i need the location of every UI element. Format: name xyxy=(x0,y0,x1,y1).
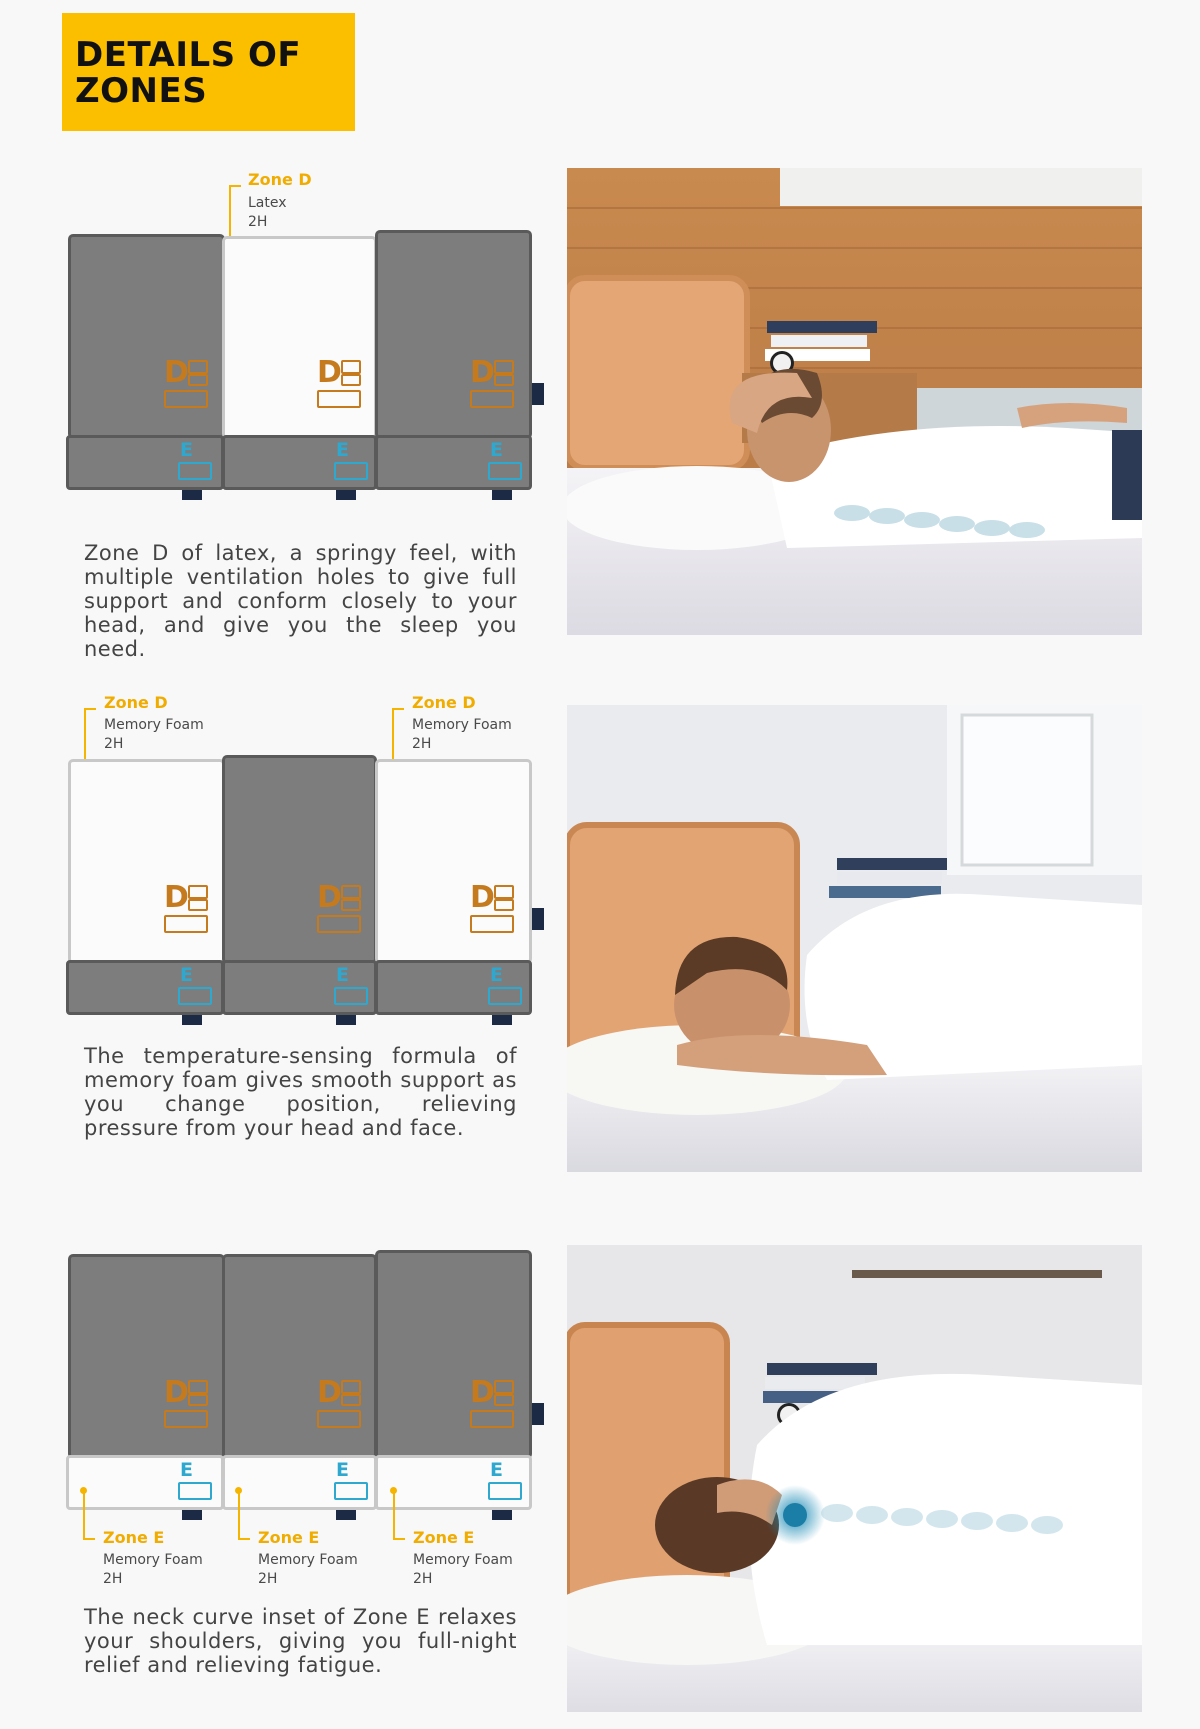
callout-zone-name: Zone E xyxy=(258,1528,320,1547)
pillow-tag xyxy=(532,1403,544,1425)
zone-d-label xyxy=(317,880,365,947)
zone-e-letter: E xyxy=(180,439,193,461)
zone-d-label xyxy=(164,1375,212,1442)
zone-description: The temperature-sensing formula of memory foam gives smooth support as you change position, relieving pressure from your head and face. xyxy=(84,1044,517,1140)
zone-d-letter: D xyxy=(317,355,342,390)
pillow-tag xyxy=(492,1510,512,1520)
callout-material: Memory Foam xyxy=(258,1552,358,1568)
callout-firmness: 2H xyxy=(412,736,432,752)
pillow-tag xyxy=(182,1510,202,1520)
zone-e-letter: E xyxy=(336,439,349,461)
pillow-tag xyxy=(336,490,356,500)
pillow-tag xyxy=(492,490,512,500)
zone-e-label xyxy=(488,1460,522,1502)
sleeping-photo-side xyxy=(567,1245,1142,1712)
zone-e-label xyxy=(488,965,522,1007)
pillow-tag xyxy=(532,383,544,405)
sleeping-photo-back xyxy=(567,168,1142,635)
callout-zone-name: Zone D xyxy=(412,693,476,712)
callout-firmness: 2H xyxy=(248,214,268,230)
zone-d-letter: D xyxy=(470,355,495,390)
zone-e-label xyxy=(334,440,368,482)
callout-firmness: 2H xyxy=(258,1571,278,1587)
zone-description: The neck curve inset of Zone E relaxes your shoulders, giving you full-night relief and relieving fatigue. xyxy=(84,1605,517,1677)
zone-e-label xyxy=(178,440,212,482)
zone-d-letter: D xyxy=(317,1375,342,1410)
page-title: DETAILS OF ZONES xyxy=(75,35,302,111)
callout-material: Latex xyxy=(248,195,287,211)
zone-description: Zone D of latex, a springy feel, with multiple ventilation holes to give full support and conform closely to your head, and give you the sleep you need. xyxy=(84,541,517,661)
zone-d-letter: D xyxy=(164,880,189,915)
callout-material: Memory Foam xyxy=(104,717,204,733)
zone-d-letter: D xyxy=(470,880,495,915)
zone-d-label xyxy=(164,355,212,422)
callout-firmness: 2H xyxy=(413,1571,433,1587)
zone-e-letter: E xyxy=(180,1459,193,1481)
zone-e-label xyxy=(488,440,522,482)
zone-section-2 xyxy=(0,640,1200,1180)
zone-d-label xyxy=(164,880,212,947)
zone-e-label xyxy=(334,965,368,1007)
callout-firmness: 2H xyxy=(103,1571,123,1587)
callout-zone-name: Zone D xyxy=(248,170,312,189)
zone-e-label xyxy=(178,965,212,1007)
zone-d-label xyxy=(470,1375,518,1442)
zone-e-letter: E xyxy=(490,439,503,461)
zone-d-letter: D xyxy=(164,355,189,390)
zone-d-letter: D xyxy=(164,1375,189,1410)
pillow-tag xyxy=(492,1015,512,1025)
zone-e-label xyxy=(178,1460,212,1502)
callout-connector xyxy=(393,1491,395,1539)
zone-e-letter: E xyxy=(490,964,503,986)
pillow-tag xyxy=(336,1510,356,1520)
zone-e-letter: E xyxy=(490,1459,503,1481)
zone-d-letter: D xyxy=(470,1375,495,1410)
zone-e-letter: E xyxy=(180,964,193,986)
callout-firmness: 2H xyxy=(104,736,124,752)
zone-d-label xyxy=(470,880,518,947)
pillow-tag xyxy=(182,490,202,500)
zone-e-letter: E xyxy=(336,1459,349,1481)
callout-connector xyxy=(83,1538,95,1540)
callout-material: Memory Foam xyxy=(103,1552,203,1568)
zone-section-1 xyxy=(0,0,1200,661)
pillow-tag xyxy=(532,908,544,930)
pillow-zones-diagram xyxy=(64,753,554,1023)
sleeping-photo-stomach xyxy=(567,705,1142,1172)
zone-d-label xyxy=(317,355,365,422)
pillow-zones-diagram xyxy=(64,228,554,498)
zone-d-label xyxy=(470,355,518,422)
zone-e-letter: E xyxy=(336,964,349,986)
zone-section-3 xyxy=(0,1180,1200,1729)
callout-zone-name: Zone E xyxy=(413,1528,475,1547)
callout-connector xyxy=(393,1538,405,1540)
callout-connector xyxy=(238,1538,250,1540)
callout-zone-name: Zone E xyxy=(103,1528,165,1547)
zone-e-label xyxy=(334,1460,368,1502)
pillow-tag xyxy=(182,1015,202,1025)
callout-material: Memory Foam xyxy=(413,1552,513,1568)
zone-d-label xyxy=(317,1375,365,1442)
callout-connector xyxy=(238,1491,240,1539)
pillow-zones-diagram xyxy=(64,1248,554,1518)
pillow-tag xyxy=(336,1015,356,1025)
callout-material: Memory Foam xyxy=(412,717,512,733)
callout-zone-name: Zone D xyxy=(104,693,168,712)
callout-connector xyxy=(83,1491,85,1539)
zone-d-letter: D xyxy=(317,880,342,915)
